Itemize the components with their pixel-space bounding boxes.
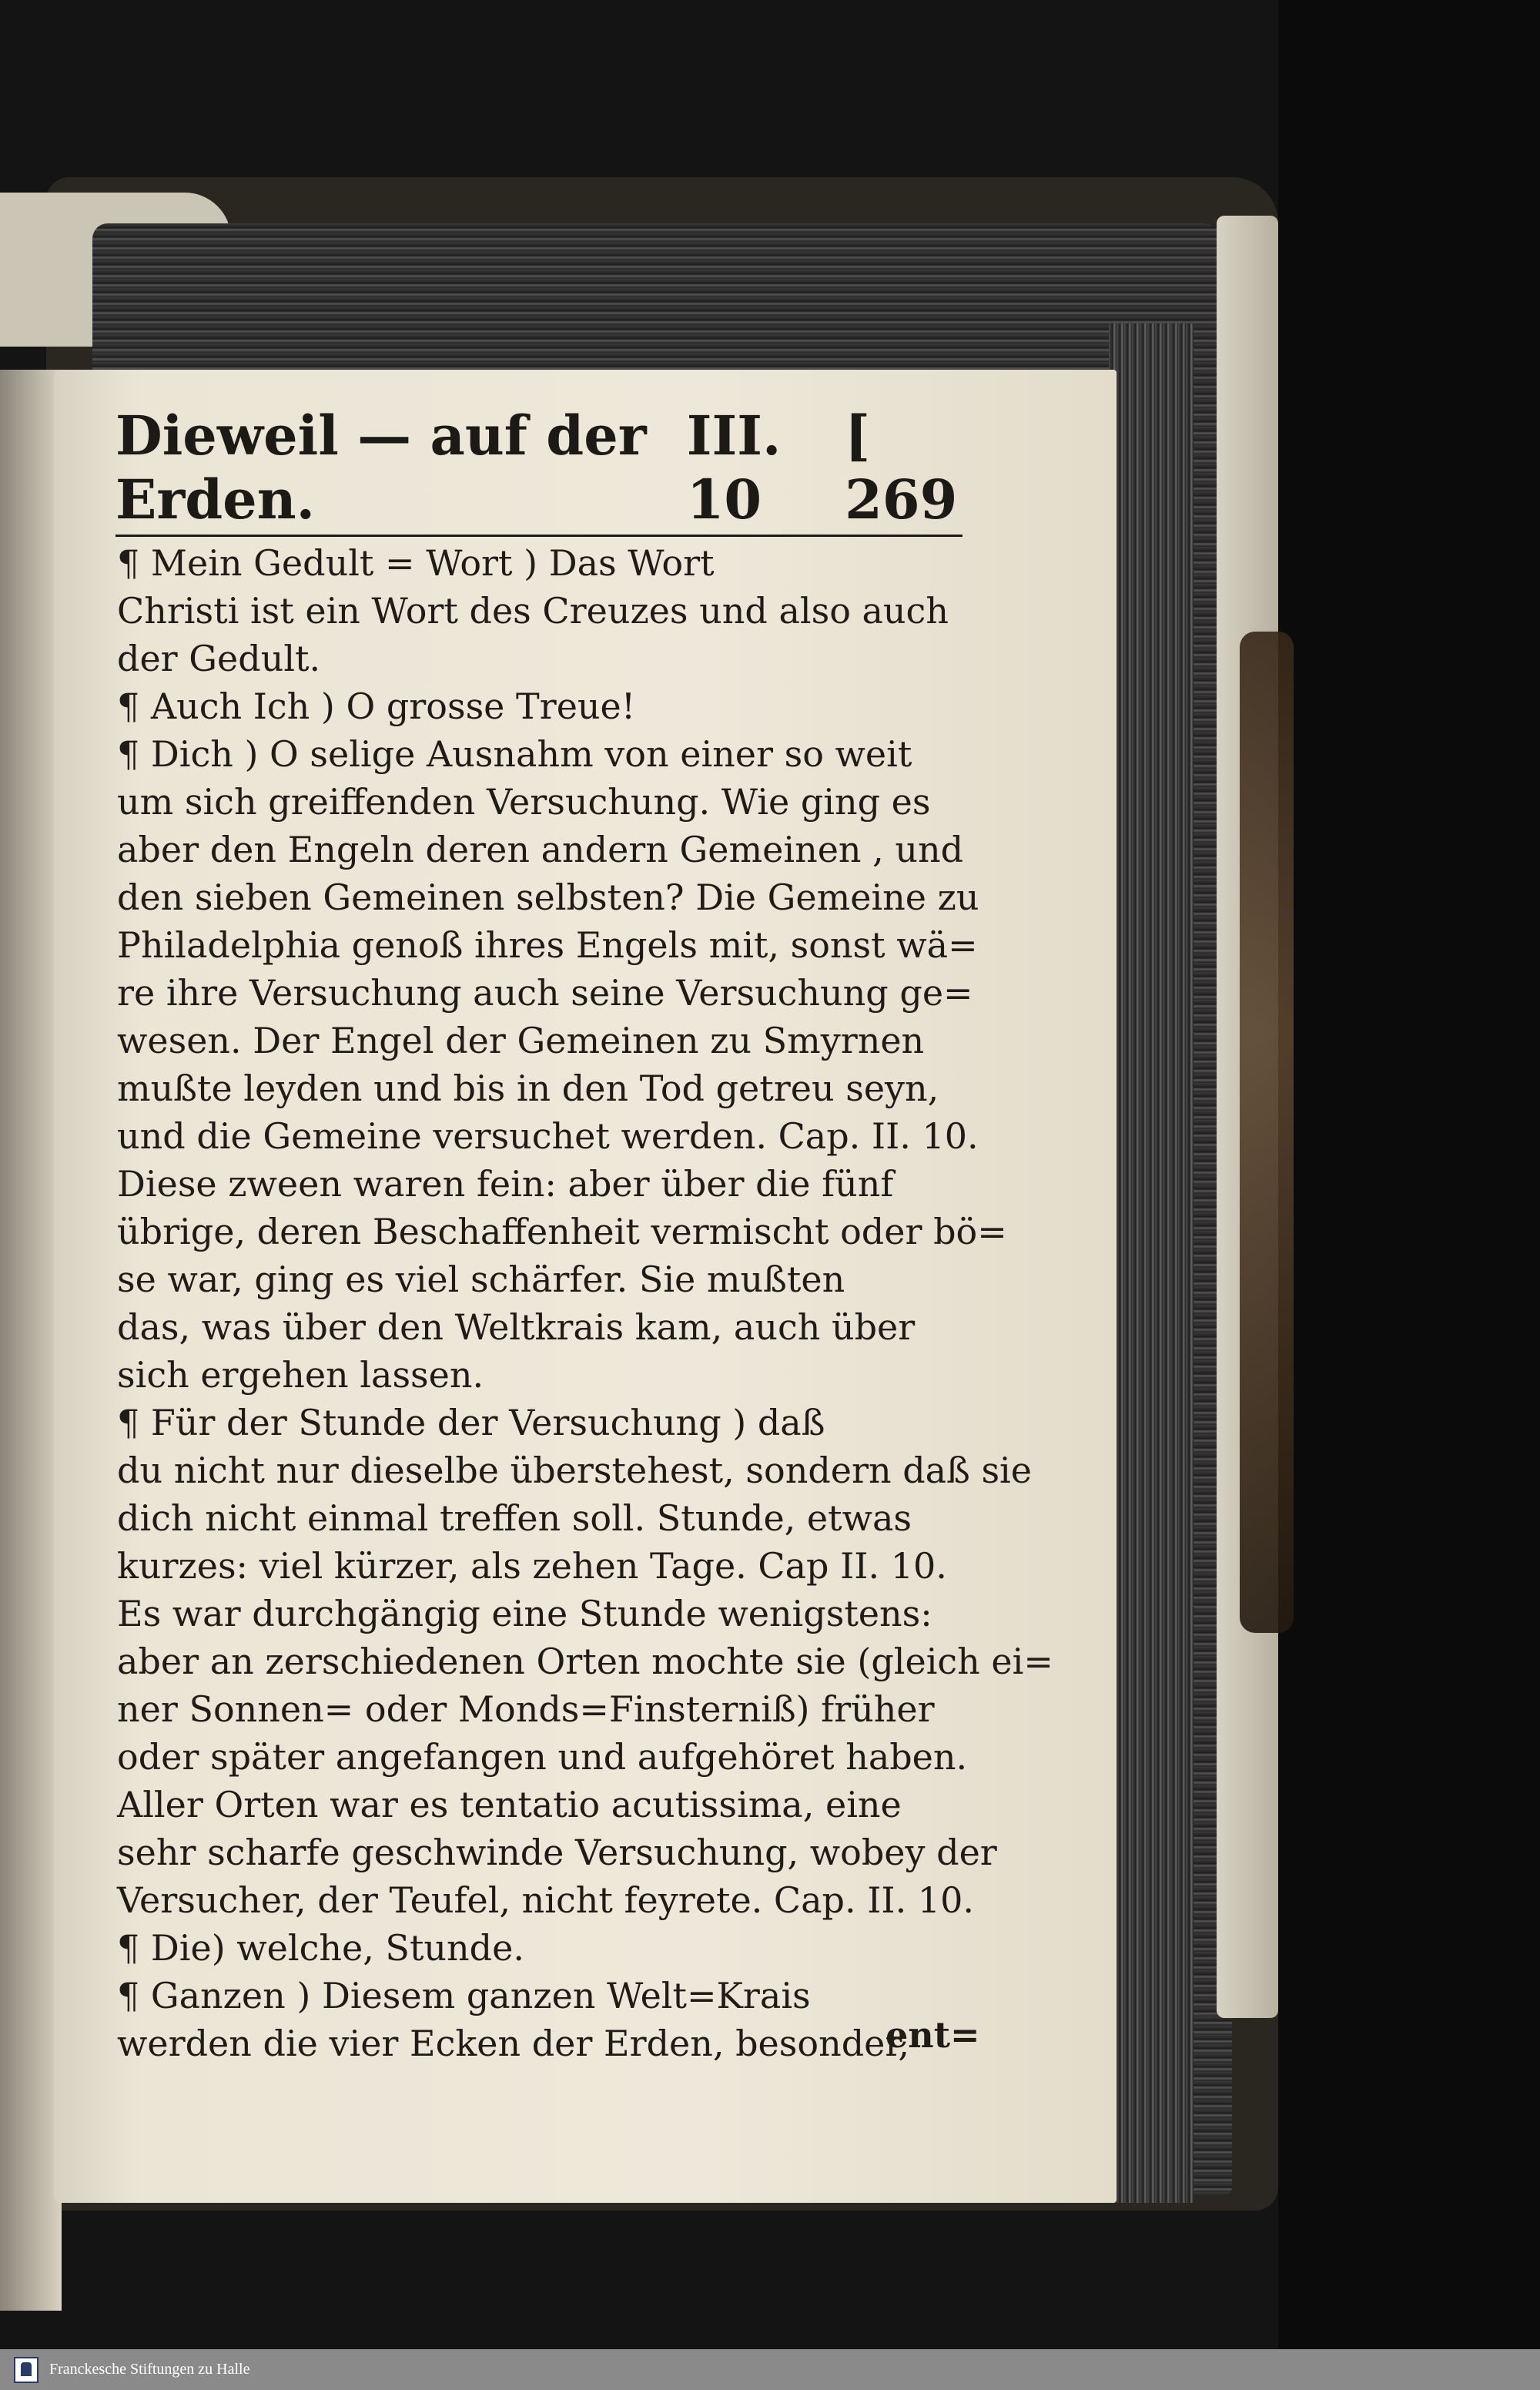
text-line: sich ergehen lassen. [117, 1354, 484, 1396]
footer-institution: Franckesche Stiftungen zu Halle [49, 2361, 250, 2378]
body-text [117, 539, 1053, 2067]
text-line: ¶ Ganzen ) Diesem ganzen Welt=Krais [117, 1975, 811, 2016]
chapter-reference: III. 10 [686, 404, 782, 531]
text-line: sehr scharfe geschwinde Versuchung, wobey der [117, 1832, 997, 1873]
catchword: ent= [886, 2014, 980, 2056]
text-line: se war, ging es viel schärfer. Sie mußten [117, 1259, 845, 1300]
viewer-footer [0, 2349, 1540, 2390]
text-line: übrige, deren Beschaffenheit vermischt oder bö= [117, 1211, 1007, 1252]
text-line: oder später angefangen und aufgehöret haben. [117, 1736, 968, 1778]
text-line: Christi ist ein Wort des Creuzes und also auch [117, 590, 949, 632]
text-line: wesen. Der Engel der Gemeinen zu Smyrnen [117, 1020, 925, 1061]
text-line: Philadelphia genoß ihres Engels mit, sonst wä= [117, 924, 978, 966]
text-line: aber den Engeln deren andern Gemeinen , und [117, 829, 964, 870]
text-line: werden die vier Ecken der Erden, besonder, [117, 2023, 909, 2064]
text-line: den sieben Gemeinen selbsten? Die Gemeine zu [117, 877, 979, 918]
text-line: Versucher, der Teufel, nicht feyrete. Cap. II. 10. [117, 1879, 974, 1921]
text-line: re ihre Versuchung auch seine Versuchung ge= [117, 972, 973, 1014]
text-line: ¶ Auch Ich ) O grosse Treue! [117, 685, 636, 727]
text-line: um sich greiffenden Versuchung. Wie ging es [117, 781, 931, 823]
text-line: und die Gemeine versuchet werden. Cap. II. 10. [117, 1115, 979, 1157]
text-line: aber an zerschiedenen Orten mochte sie (gleich ei= [117, 1641, 1053, 1682]
page-number: [ 269 [845, 404, 958, 531]
dark-backdrop [1278, 0, 1540, 2349]
text-line: mußte leyden und bis in den Tod getreu seyn, [117, 1068, 939, 1109]
text-line: der Gedult. [117, 638, 321, 679]
institution-logo-icon [14, 2357, 38, 2383]
text-line: ¶ Für der Stunde der Versuchung ) daß [117, 1402, 825, 1443]
text-line: Es war durchgängig eine Stunde wenigstens: [117, 1593, 932, 1634]
text-line: dich nicht einmal treffen soll. Stunde, etwas [117, 1497, 912, 1539]
text-line: Diese zween waren fein: aber über die fünf [117, 1163, 894, 1205]
text-line: ner Sonnen= oder Monds=Finsterniß) früher [117, 1688, 935, 1730]
text-line: ¶ Dich ) O selige Ausnahm von einer so weit [117, 733, 912, 775]
text-line: kurzes: viel kürzer, als zehen Tage. Cap II. 10. [117, 1545, 947, 1587]
running-header [116, 404, 962, 537]
text-line: du nicht nur dieselbe überstehest, sondern daß sie [117, 1450, 1032, 1491]
facing-page-edge [0, 370, 62, 2311]
text-line: ¶ Die) welche, Stunde. [117, 1927, 524, 1969]
page-stack-side [1109, 323, 1194, 2203]
text-line: das, was über den Weltkrais kam, auch über [117, 1306, 916, 1348]
text-line: Aller Orten war es tentatio acutissima, eine [117, 1784, 902, 1825]
fore-edge-stain [1240, 632, 1294, 1633]
text-line: ¶ Mein Gedult = Wort ) Das Wort [117, 542, 715, 584]
running-title: Dieweil — auf der Erden. [116, 404, 647, 531]
